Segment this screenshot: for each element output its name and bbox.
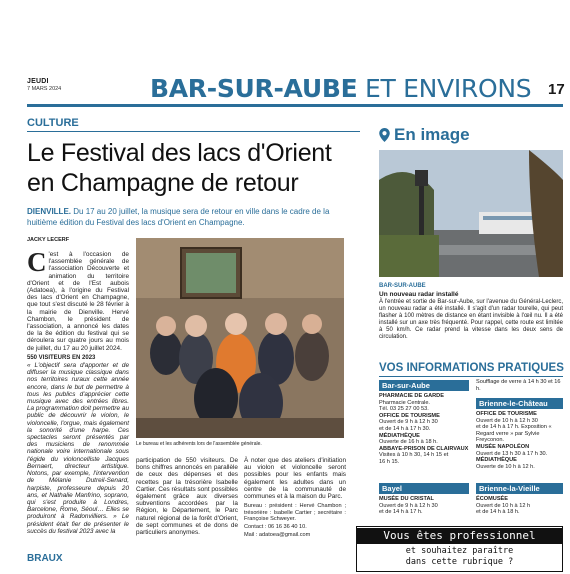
en-image-subtitle: Un nouveau radar installé (379, 291, 459, 298)
article-byline: JACKY LECERF (27, 237, 70, 243)
article-headline: Le Festival des lacs d'Orient en Champagne de retour (27, 139, 332, 197)
location-pin-icon (379, 128, 390, 142)
town-tag-brienne-la-vieille: Brienne-la-Vieille (476, 483, 563, 494)
page-number: 17 (548, 81, 565, 98)
article-column-3: À noter que des ateliers d'initiation au violon et violoncelle seront possibles pour les enfants mais également les adultes dans un centre de la communauté de communes et à la maison du Parc. Bureau : président : Hervé Chambon ; trésorière : Isabelle Cartier ; secrétaire : Françoise Schweyer. Contact : 06 16 36 40 10. Mail : adatoea@gmail.com (244, 457, 346, 538)
en-image-text: À l'entrée et sortie de Bar-sur-Aube, sur l'avenue du Général-Leclerc, un nouveau radar a été installé. Il s'agit d'un radar tourelle, qui peut flasher à 100 mètres de distance en étant invisible à l'œil nu. Il a été installé sur un axe très fréquenté. Pour rappel, cette route est limitée à 50 km/h. Ce radar prend la vitesse dans les deux sens de circulation. (379, 299, 563, 340)
ad-line-1: Vous êtes professionnel (356, 528, 563, 544)
article-photo (136, 238, 344, 438)
article-column-2: participation de 550 visiteurs. De bons chiffres annoncés en parallèle de ceux des dépenses et des recettes par la trésorière Isabelle Cartier. Ces résultats sont possibles également grâce aux diverses subventions accordées par la Région, le Département, le Parc naturel régional de la forêt d'Orient, de sept communes et de dons de particuliers anonymes. (136, 457, 238, 537)
infos-title: VOS INFORMATIONS PRATIQUES (379, 362, 564, 374)
ad-lines-2-3: et souhaitez paraître dans cette rubrique ? (405, 546, 514, 567)
category-rule (27, 131, 360, 132)
dropcap: C (27, 247, 47, 277)
section-title: BAR-SUR-AUBE ET ENVIRONS (150, 74, 532, 103)
info-brienne-le-chateau: OFFICE DE TOURISME Ouvert de 10 h à 12 h 30 et de 14 h à 17 h. Exposition « Regard verre » par Sylvie Freyconon. MUSÉE NAPOLÉON Ouvert de 13 h 30 à 17 h 30. MÉDIATHÈQUE Ouverte de 10 h à 12 h. (476, 411, 552, 470)
header-rule (27, 104, 563, 107)
radar-photo (379, 150, 563, 277)
town-tag-brienne-le-chateau: Brienne-le-Château (476, 398, 563, 409)
info-brienne-la-vieille: ÉCOMUSÉE Ouvert de 10 h à 12 h et de 14 h à 18 h. (476, 496, 531, 516)
article-column-1: C 'est à l'occasion de l'assemblée générale de l'association Découverte et animation du territoire d'Orient et de l'Est aubois (Adatoea), à l'origine du Festival des lacs d'Orient en Champagne, que tout s'est discuté le 28 février à la mairie de Dienville. Hervé Chambon, le président de l'association, a annoncé les dates de la 8e édition du festival qui se déroulera sur quatre jours au mois de juillet, du 17 au 20 juillet 2024. 550 VISITEURS EN 2023 « L'objectif sera d'apporter et de diffuser la musique classique dans nos territoires ruraux cette année encore, dans le but de permettre à tous les publics d'apprécier cette musique avec des entrées libres. La programmation doit permettre au public de découvrir le violon, le violoncelle, l'orgue, mais également la sonorité d'une harpe. Ces spectacles seront présentés par des musiciens de renommée nationale voire internationale sous l'égide du violoncelliste Jacques Bernaert, directeur artistique. Notons, par exemple, l'intervention de Mélanie Dutreil-Senard, harpiste, professeure depuis 20 ans, et Nathalie Manfrino, soprano, qui s'est produite à Londres, Barcelone, Rome, Séoul… Elles se produiront à Radonvilliers. » Le président était fier de présenter le succès du festival 2023 avec la (27, 247, 129, 535)
town-tag-bar-sur-aube: Bar-sur-Aube (379, 380, 469, 391)
photo-caption: Le bureau et les adhérents lors de l'assemblée générale. (136, 441, 262, 447)
info-bayel: MUSÉE DU CRISTAL Ouvert de 9 h à 12 h 30 et de 14 h à 17 h. (379, 496, 438, 516)
issue-date: 7 MARS 2024 (27, 86, 62, 92)
article-lead: DIENVILLE. Du 17 au 20 juillet, la musique sera de retour en ville dans le cadre de la huitième édition du Festival des lacs d'Orient en Champagne. (27, 207, 330, 227)
article-subhead: 550 VISITEURS EN 2023 (27, 354, 96, 361)
infos-rule (379, 376, 563, 377)
town-tag-bayel: Bayel (379, 483, 469, 494)
en-image-tag: BAR-SUR-AUBE (379, 283, 426, 289)
info-bar-sur-aube: PHARMACIE DE GARDE Pharmacie Centrale. Tél. 03 25 27 00 53. OFFICE DE TOURISME Ouvert de 9 h à 12 h 30 et de 14 h à 17 h 30. MÉDIATHÈQUE Ouverte de 16 h à 18 h. ABBAYE-PRISON DE CLAIRVAUX Visites à 10 h 30, 14 h 15 et 16 h 15. (379, 393, 469, 465)
en-image-title: En image (379, 125, 470, 145)
info-soufflage: Soufflage de verre à 14 h 30 et 16 h. (476, 379, 561, 392)
article-category: CULTURE (27, 117, 79, 129)
next-section-label: BRAUX (27, 553, 63, 564)
issue-day: JEUDI (27, 78, 49, 85)
